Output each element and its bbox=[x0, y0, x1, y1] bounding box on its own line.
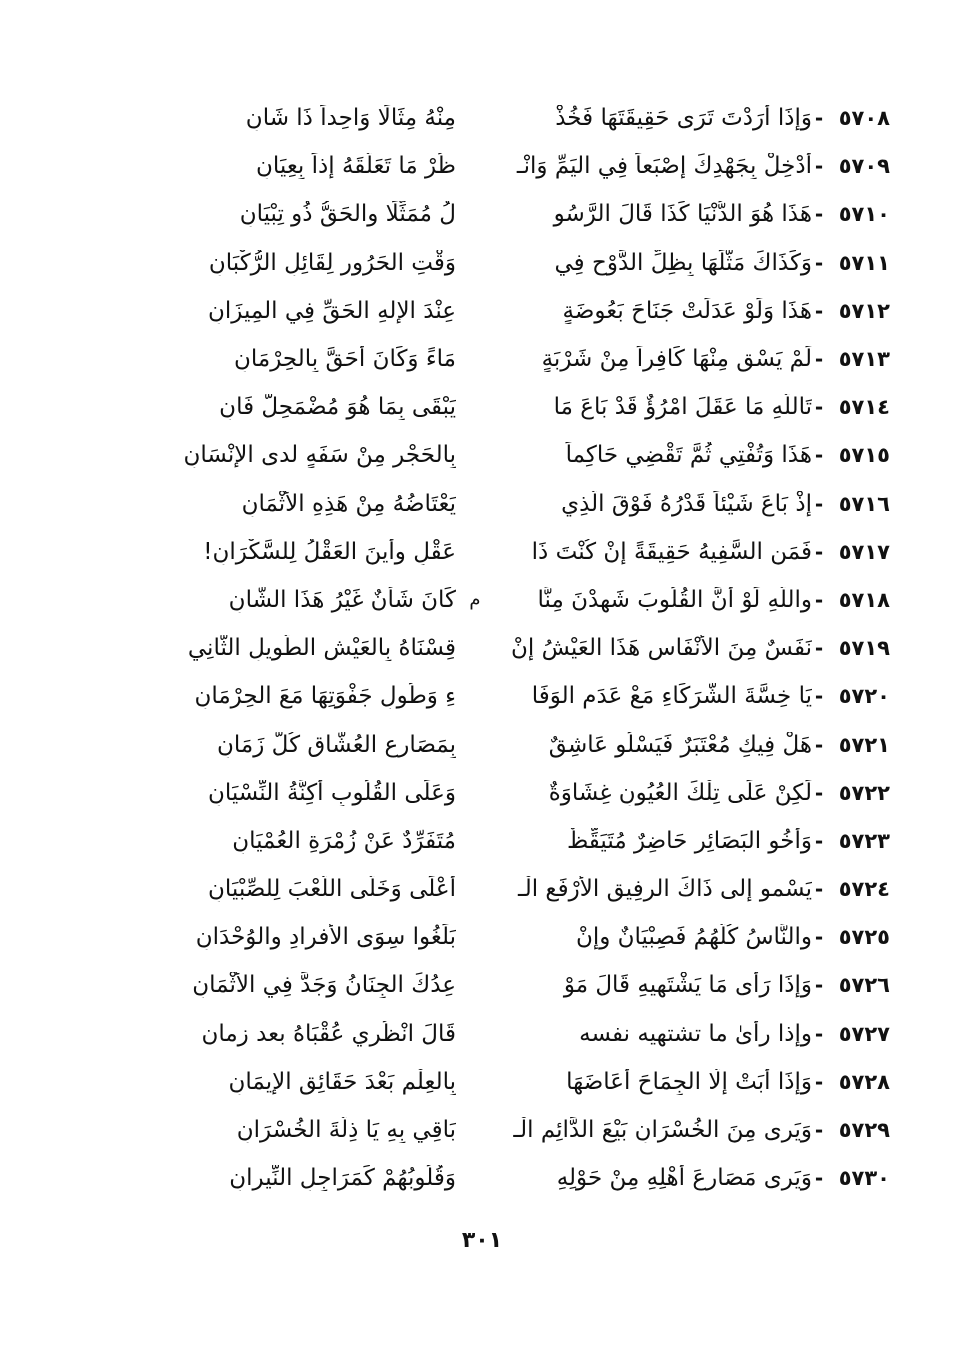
verse-first-hemistich: فَمَنِ السَّفِيهُ حَقِيقَةً إنْ كُنْتَ ذَا bbox=[531, 538, 812, 565]
verse-dash: - bbox=[814, 780, 824, 805]
verse-number: ٥٧٢٣ bbox=[838, 828, 890, 853]
verse-first-hemistich: هَذَا هُوَ الدُّنْيَا كَذَا قَالَ الرَّسُو bbox=[553, 201, 812, 228]
verse-line bbox=[80, 94, 890, 142]
verse-number: ٥٧٣٠ bbox=[838, 1166, 890, 1191]
verse-first-hemistich: وَيَرى مِنَ الخُسْرَانِ بَيْعَ الدَّائِمِ الْـ bbox=[513, 1117, 812, 1144]
verse-number: ٥٧٢٤ bbox=[838, 877, 890, 902]
verse-second-hemistich: قِسْنَاهُ بِالعَيْشِ الطَّوِيلِ الثَّانِي bbox=[187, 635, 456, 662]
verse-first-hemistich: وَيَرى مَصَارِعَ أَهْلِهِ مِنْ حَوْلِهِ bbox=[556, 1165, 812, 1192]
verse-dash: - bbox=[814, 1021, 824, 1046]
verse-first-hemistich: واللَّهِ لَوْ أَنَّ القُلُوبَ شَهِدْنَ مِنَّا bbox=[537, 586, 812, 613]
verse-line bbox=[80, 190, 890, 238]
page-number: ٣٠١ bbox=[461, 1228, 503, 1253]
verse-dash: - bbox=[814, 925, 824, 950]
verse-number: ٥٧٢٢ bbox=[838, 780, 890, 805]
verse-number: ٥٧١٠ bbox=[838, 202, 890, 227]
verse-number: ٥٧٠٨ bbox=[838, 106, 890, 131]
verse-line bbox=[80, 720, 890, 768]
verse-number: ٥٧١٦ bbox=[838, 491, 890, 516]
verse-line bbox=[80, 1154, 890, 1202]
verse-dash: - bbox=[814, 877, 824, 902]
verse-first-hemistich: وَإذَا أَرَدْتَ تَرَى حَقِيقَتَهَا فَخُذْ bbox=[555, 105, 812, 132]
verse-second-hemistich: وَقْتِ الحَرُورِ لِقَائِلِ الرُّكْبَانِ bbox=[208, 249, 456, 276]
verse-second-hemistich: مَاءً وَكَانَ أَحَقَّ بِالحِرْمَانِ bbox=[234, 346, 456, 373]
verse-dash: - bbox=[814, 395, 824, 420]
verse-dash: - bbox=[814, 636, 824, 661]
verse-number: ٥٧١٣ bbox=[838, 347, 890, 372]
verse-dash: - bbox=[814, 587, 824, 612]
verse-line bbox=[80, 961, 890, 1009]
verse-second-hemistich: ءِ وَطُولِ جَفْوَتِهَا مَعَ الحِرْمَانِ bbox=[194, 683, 456, 710]
verse-dash: - bbox=[814, 1069, 824, 1094]
verse-first-hemistich: وَكَذَاكَ مَثَّلَهَا بِظِلِّ الدَّوْحِ فِي bbox=[554, 249, 812, 276]
verse-dash: - bbox=[814, 106, 824, 131]
verse-second-hemistich: كَانَ شَأْنٌ غَيْرُ هَذَا الشَّانِ bbox=[228, 586, 456, 613]
verse-line bbox=[80, 528, 890, 576]
verse-first-hemistich: إذْ بَاعَ شَيْئاً قَدْرُهُ فَوْقَ الَّذِي bbox=[561, 490, 812, 517]
verse-line bbox=[80, 1058, 890, 1106]
verse-number: ٥٧٢١ bbox=[838, 732, 890, 757]
verse-line bbox=[80, 576, 890, 624]
verse-dash: - bbox=[814, 443, 824, 468]
verse-first-hemistich: هَذَا وَلَوْ عَدَلَتْ جَنَاحَ بَعُوضَةٍ bbox=[562, 297, 812, 324]
verse-dash: - bbox=[814, 250, 824, 275]
verse-number: ٥٧٢٧ bbox=[838, 1021, 890, 1046]
verse-second-hemistich: وَقُلُوبُهُمْ كَمَرَاجِلِ النِّيرانِ bbox=[229, 1165, 456, 1192]
verse-dash: - bbox=[814, 202, 824, 227]
verse-number: ٥٧٢٦ bbox=[838, 973, 890, 998]
verse-second-hemistich: وَعَلَى القُلُوبِ أَكِنَّةُ النِّسْيَانِ bbox=[207, 779, 456, 806]
verse-line bbox=[80, 913, 890, 961]
verse-second-hemistich: بِالحَجْرِ مِنْ سَفَهٍ لدى الإنْسَانِ bbox=[183, 442, 456, 469]
verse-first-hemistich: هَذَا وَتُفْتِي ثُمَّ تَقْضِي حَاكِماً bbox=[565, 442, 812, 469]
verse-second-hemistich: قَالَ انْظُرِي عُقْبَاهُ بعد زمان bbox=[201, 1020, 456, 1047]
verse-dash: - bbox=[814, 154, 824, 179]
verse-line bbox=[80, 383, 890, 431]
verse-number: ٥٧١١ bbox=[838, 250, 890, 275]
verse-line bbox=[80, 1106, 890, 1154]
verse-first-hemistich: نَفَسٌ مِنَ الأَنْفَاسِ هَذَا العَيْشُ إنْ bbox=[511, 635, 812, 662]
verse-line bbox=[80, 769, 890, 817]
verse-dash: - bbox=[814, 491, 824, 516]
verse-second-hemistich: عَقْلٍ وأينَ العَقْلُ لِلسَّكْرَانِ! bbox=[203, 538, 456, 565]
verse-second-hemistich: مِنْهُ مِثَالًا وَاحِداً ذَا شَانِ bbox=[245, 105, 456, 132]
verse-number: ٥٧٢٠ bbox=[838, 684, 890, 709]
verse-number: ٥٧١٨ bbox=[838, 587, 890, 612]
verse-line bbox=[80, 624, 890, 672]
verse-second-hemistich: يَعْتَاضُهُ مِنْ هَذِهِ الأَثْمَانِ bbox=[241, 490, 456, 517]
verse-second-hemistich: لُ مُمَثِّلًا والحَقُّ ذُو تِبْيَانِ bbox=[239, 201, 456, 228]
verse-number: ٥٧٢٨ bbox=[838, 1069, 890, 1094]
verse-number: ٥٧٠٩ bbox=[838, 154, 890, 179]
verse-line bbox=[80, 1010, 890, 1058]
verse-second-hemistich: بَاقِي بِهِ يَا ذِلَّةَ الخُسْرَانِ bbox=[236, 1117, 456, 1144]
verse-first-hemistich: وَأَخُو البَصَائِرِ حَاضِرٌ مُتَيَقِّظٌ bbox=[566, 827, 812, 854]
verse-number: ٥٧١٥ bbox=[838, 443, 890, 468]
verse-dash: - bbox=[814, 1166, 824, 1191]
verse-first-hemistich: لَمْ يَسْقِ مِنْهَا كَافِراً مِنْ شَرْبَةٍ bbox=[541, 346, 812, 373]
verse-line bbox=[80, 865, 890, 913]
verse-dash: - bbox=[814, 828, 824, 853]
verse-second-hemistich: بِمَصَارِعِ العُشَّاقِ كُلَّ زَمَانِ bbox=[217, 731, 456, 758]
verse-number: ٥٧٢٥ bbox=[838, 925, 890, 950]
verse-first-hemistich: وَإذَا أَبَتْ إلَّا الجِمَاحَ أَعَاضَهَا bbox=[566, 1068, 812, 1095]
verse-number: ٥٧١٩ bbox=[838, 636, 890, 661]
verse-second-hemistich: عِنْدَ الإلهِ الحَقِّ فِي المِيزَانِ bbox=[207, 297, 456, 324]
verse-second-hemistich: مُتَفَرِّدٌ عَنْ زُمْرَةِ العُمْيَانِ bbox=[232, 827, 456, 854]
verse-second-hemistich: بَلَغُوا سِوَى الأفرادِ والوُحْدَانِ bbox=[195, 924, 456, 951]
verse-mark: م bbox=[469, 589, 481, 611]
verse-dash: - bbox=[814, 973, 824, 998]
verse-first-hemistich: هَلْ فِيكِ مُعْتَبَرٌ فَيَسْلُو عَاشِقٌ bbox=[548, 731, 812, 758]
verse-number: ٥٧١٢ bbox=[838, 298, 890, 323]
verse-second-hemistich: عِدُكَ الجِنَانُ وَجَدَّ فِي الأثْمَانِ bbox=[192, 972, 456, 999]
verse-number: ٥٧٢٩ bbox=[838, 1118, 890, 1143]
verse-second-hemistich: أَعْلَى وَخَلَّى اللَّعْبَ لِلصِّبْيَانِ bbox=[208, 876, 456, 903]
verse-line bbox=[80, 287, 890, 335]
verse-number: ٥٧١٧ bbox=[838, 539, 890, 564]
verse-dash: - bbox=[814, 347, 824, 372]
verse-dash: - bbox=[814, 732, 824, 757]
verse-first-hemistich: أَدْخِلْ بِجَهْدِكَ إصْبَعاً فِي اليَمِّ وَانْـ bbox=[516, 153, 812, 180]
verse-second-hemistich: ظُرْ مَا تَعَلَّقَهُ إذاً بِعِيَانِ bbox=[255, 153, 456, 180]
verse-second-hemistich: بِالعِلْمِ بَعْدَ حَقَائِقِ الإيمَانِ bbox=[228, 1068, 456, 1095]
verse-first-hemistich: يَا خِسَّةَ الشُّرَكَاءِ مَعْ عَدَمِ الوَفَا bbox=[531, 683, 812, 710]
verse-line bbox=[80, 817, 890, 865]
verse-dash: - bbox=[814, 539, 824, 564]
verse-list bbox=[80, 94, 890, 1202]
verse-first-hemistich: يَسْمو إلى ذَاكَ الرفِيقِ الأرْفَعِ الْـ bbox=[517, 876, 812, 903]
verse-line bbox=[80, 142, 890, 190]
verse-line bbox=[80, 480, 890, 528]
verse-first-hemistich: تَاللَّهِ مَا عَقَلَ امْرُؤٌ قَدْ بَاعَ مَا bbox=[553, 394, 812, 421]
verse-line bbox=[80, 239, 890, 287]
verse-line bbox=[80, 431, 890, 479]
verse-dash: - bbox=[814, 684, 824, 709]
verse-first-hemistich: وَإذَا رَأَى مَا يَشْتَهِيهِ قَالَ مَوْ bbox=[563, 972, 812, 999]
verse-first-hemistich: وإذا رأىٰ ما تشتهيه نفسه bbox=[579, 1020, 812, 1047]
verse-dash: - bbox=[814, 298, 824, 323]
verse-dash: - bbox=[814, 1118, 824, 1143]
verse-line bbox=[80, 335, 890, 383]
verse-number: ٥٧١٤ bbox=[838, 395, 890, 420]
verse-first-hemistich: لَكِنْ عَلَى تِلْكَ العُيُونِ غِشَاوَةٌ bbox=[548, 779, 812, 806]
verse-first-hemistich: والنَّاسُ كُلُّهُمُ فَصِبْيَانٌ وإنْ bbox=[575, 924, 812, 951]
verse-second-hemistich: يَبْقَى بِمَا هُوَ مُضْمَحِلٌّ فَانِ bbox=[219, 394, 456, 421]
verse-line bbox=[80, 672, 890, 720]
